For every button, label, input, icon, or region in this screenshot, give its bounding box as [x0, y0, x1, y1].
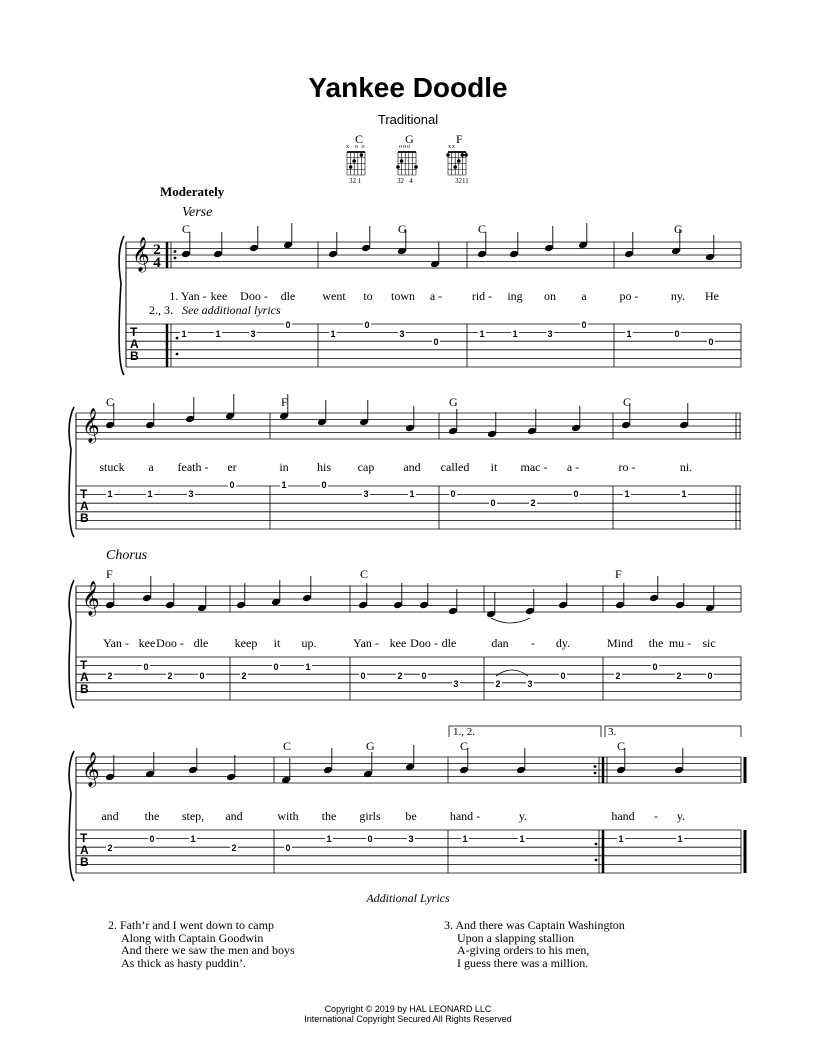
tab-fret-number: 2	[530, 498, 536, 508]
lyric-syllable: ni.	[679, 460, 693, 474]
lyric-syllable: a	[581, 289, 587, 303]
tab-fret-number: 3	[188, 489, 194, 499]
verse-2-line: Along with Captain Goodwin	[121, 930, 264, 945]
tab-fret-number: 0	[143, 662, 149, 672]
chord-name: F	[281, 395, 288, 409]
tab-clef-letter: B	[80, 682, 89, 696]
lyric-syllable: po -	[619, 289, 639, 303]
chord-diagram-f-marks: xx	[448, 144, 456, 150]
chord-diagram-g-dot	[400, 159, 404, 163]
tab-fret-number: 3	[363, 489, 369, 499]
tab-fret-number: 1	[330, 329, 336, 339]
lyric-syllable: step,	[181, 809, 205, 823]
tab-clef-letter: T	[80, 658, 88, 672]
lyric-syllable: mu -	[668, 636, 692, 650]
tab-fret-number: 0	[652, 662, 658, 672]
tab-fret-number: 0	[273, 662, 279, 672]
tab-fret-number: 1	[462, 834, 468, 844]
tab-fret-number: 1	[190, 834, 196, 844]
tab-fret-number: 1	[626, 329, 632, 339]
chord-name: C	[460, 739, 469, 753]
lyric-syllable: -	[531, 636, 535, 650]
tab-fret-number: 1	[512, 329, 518, 339]
first-ending-bracket	[449, 726, 601, 737]
chord-diagram-f-dot	[457, 159, 461, 163]
lyric-syllable: the	[648, 636, 664, 650]
lyric-syllable: be	[405, 809, 417, 823]
lyric-syllable: Yan -	[353, 636, 379, 650]
lyric-syllable: and	[101, 809, 119, 823]
tab-clef-letter: B	[80, 511, 89, 525]
tab-fret-number: 0	[490, 498, 496, 508]
chord-diagram-g-marks: ooo	[399, 144, 411, 150]
lyric-syllable: a -	[566, 460, 580, 474]
time-signature-bottom: 4	[153, 255, 161, 271]
tab-fret-number: 2	[231, 843, 237, 853]
lyric-syllable: Mind	[606, 636, 634, 650]
lyric-syllable: stuck	[99, 460, 125, 474]
tab-fret-number: 1	[519, 834, 525, 844]
tab-fret-number: 1	[281, 480, 287, 490]
lyric-syllable: in	[279, 460, 289, 474]
tab-fret-number: 1	[181, 329, 187, 339]
lyric-syllable: dle	[441, 636, 457, 650]
tab-fret-number: 0	[421, 671, 427, 681]
tab-fret-number: 2	[676, 671, 682, 681]
treble-clef-icon: 𝄞	[82, 408, 100, 443]
lyric-syllable: rid -	[471, 289, 493, 303]
chord-diagram-f-fingering: 3211	[455, 177, 469, 185]
verse-label: Verse	[182, 205, 213, 220]
tab-fret-number: 1	[215, 329, 221, 339]
lyric-syllable: kee	[138, 636, 156, 650]
lyric-syllable: dan	[491, 636, 509, 650]
lyric-syllable: it	[490, 460, 498, 474]
tab-clef-letter: A	[80, 670, 89, 684]
system-bracket	[119, 236, 124, 375]
tab-clef-letter: A	[130, 337, 139, 351]
lyric-syllable: Yan -	[103, 636, 129, 650]
chord-diagram-c-dot	[352, 159, 356, 163]
lyric-syllable: and	[403, 460, 421, 474]
lyric-syllable: girls	[359, 809, 381, 823]
repeat-dot	[176, 337, 179, 340]
chord-name: G	[366, 739, 375, 753]
lyric-syllable: sic	[702, 636, 716, 650]
third-ending-bracket	[605, 726, 741, 737]
tab-tie	[496, 670, 528, 676]
lyric-syllable: Doo -	[240, 289, 268, 303]
additional-lyrics-title: Additional Lyrics	[366, 891, 450, 905]
lyric-syllable: y.	[518, 809, 528, 823]
tab-fret-number: 1	[677, 834, 683, 844]
tab-fret-number: 1	[624, 489, 630, 499]
tab-fret-number: 2	[241, 671, 247, 681]
tab-fret-number: 3	[527, 679, 533, 689]
chord-diagram-g-dot	[396, 165, 400, 169]
lyric-syllable: it	[273, 636, 281, 650]
lyric-syllable: feath -	[177, 460, 209, 474]
chord-name: C	[617, 739, 626, 753]
lyric-syllable: Doo -	[410, 636, 438, 650]
tab-clef-letter: B	[130, 349, 139, 363]
lyric-syllable: the	[144, 809, 160, 823]
tab-fret-number: 1	[618, 834, 624, 844]
tab-fret-number: 1	[409, 489, 415, 499]
tab-fret-number: 2	[615, 671, 621, 681]
repeat-dot	[174, 257, 177, 260]
repeat-dot	[176, 353, 179, 356]
tab-fret-number: 1	[681, 489, 687, 499]
chord-diagram-g-fingering: 32 4	[397, 177, 413, 185]
tab-fret-number: 0	[560, 671, 566, 681]
verse-3-line: A-giving orders to his men,	[457, 943, 590, 957]
see-additional-lyrics: See additional lyrics	[182, 303, 281, 317]
verse-2-line: And there we saw the men and boys	[121, 943, 295, 957]
lyric-syllable: with	[277, 809, 299, 823]
repeat-dot	[174, 250, 177, 253]
verse-2-line: As thick as hasty puddin’.	[121, 955, 246, 970]
tab-fret-number: 1	[305, 662, 311, 672]
tab-fret-number: 0	[367, 834, 373, 844]
lyric-syllable: kee	[389, 636, 407, 650]
chord-diagram-c-marks: x o o	[346, 144, 366, 150]
lyric-syllable: mac -	[520, 460, 548, 474]
lyric-syllable: He	[705, 289, 719, 303]
chord-name: G	[674, 222, 683, 236]
lyric-syllable: cap	[357, 460, 375, 474]
lyric-syllable: ing	[507, 289, 523, 303]
lyric-syllable: hand -	[449, 809, 481, 823]
system-bracket	[69, 407, 74, 537]
song-title: Yankee Doodle	[308, 72, 508, 103]
lyric-syllable: his	[316, 460, 332, 474]
tab-fret-number: 1	[479, 329, 485, 339]
copyright-line: Copyright © 2019 by HAL LEONARD LLC	[324, 1004, 492, 1014]
lyric-syllable: Doo -	[156, 636, 184, 650]
tab-fret-number: 0	[433, 337, 439, 347]
chord-diagram-g-name: G	[405, 132, 414, 146]
tab-fret-number: 0	[285, 843, 291, 853]
tab-fret-number: 0	[149, 834, 155, 844]
chord-name: F	[106, 567, 113, 581]
verse-3-line: Upon a slapping stallion	[457, 930, 574, 945]
tab-clef-letter: T	[80, 487, 88, 501]
lyric-syllable: town	[391, 289, 415, 303]
lyric-syllable: dle	[193, 636, 209, 650]
chord-diagram-f-dot	[464, 153, 468, 157]
lyric-syllable: er	[227, 460, 237, 474]
tab-fret-number: 2	[107, 843, 113, 853]
tab-fret-number: 1	[147, 489, 153, 499]
slur	[491, 618, 530, 623]
chord-diagram-c-dot	[360, 153, 364, 157]
tab-fret-number: 0	[707, 671, 713, 681]
tab-fret-number: 2	[495, 679, 501, 689]
chord-diagram-f-dot	[446, 153, 450, 157]
lyric-syllable: the	[321, 809, 337, 823]
system-bracket	[69, 751, 74, 881]
chord-name: F	[615, 567, 622, 581]
repeat-dot	[594, 772, 597, 775]
tab-fret-number: 1	[107, 489, 113, 499]
tab-fret-number: 0	[285, 320, 291, 330]
verse-3-line: I guess there was a million.	[457, 955, 589, 970]
tab-fret-number: 0	[199, 671, 205, 681]
tab-fret-number: 0	[364, 320, 370, 330]
tab-clef-letter: A	[80, 499, 89, 513]
time-signature-top: 2	[153, 242, 161, 258]
lyric-syllable: dy.	[555, 636, 571, 650]
lyric-syllable: to	[363, 289, 373, 303]
lyric-syllable: ny.	[670, 289, 686, 303]
chord-name: G	[449, 395, 458, 409]
tab-clef-letter: A	[80, 843, 89, 857]
lyric-syllable: kee	[210, 289, 228, 303]
chord-diagram-f-dot	[453, 165, 457, 169]
lyric-syllable: -	[654, 809, 658, 823]
chord-name: C	[283, 739, 292, 753]
tab-fret-number: 3	[408, 834, 414, 844]
lyric-syllable: 1. Yan -	[169, 289, 207, 303]
verse-2-3-label: 2., 3.	[149, 303, 173, 317]
tab-fret-number: 0	[581, 320, 587, 330]
tab-fret-number: 0	[229, 480, 235, 490]
treble-clef-icon: 𝄞	[82, 752, 100, 787]
first-ending-label: 1., 2.	[453, 726, 475, 738]
lyric-syllable: called	[440, 460, 470, 474]
verse-2-line: 2. Fath’r and I went down to camp	[108, 918, 274, 932]
chord-diagram-c-dot	[349, 165, 353, 169]
lyric-syllable: hand	[611, 809, 635, 823]
tab-fret-number: 0	[708, 337, 714, 347]
tab-fret-number: 0	[674, 329, 680, 339]
chord-name: C	[360, 567, 369, 581]
chord-name: C	[182, 222, 191, 236]
repeat-dot	[594, 765, 597, 768]
chord-diagram-c-fingering: 32 1	[349, 177, 362, 185]
tab-fret-number: 0	[321, 480, 327, 490]
treble-clef-icon: 𝄞	[82, 581, 100, 616]
lyric-syllable: a -	[429, 289, 443, 303]
copyright-line: International Copyright Secured All Rights Reserved	[304, 1014, 512, 1024]
lyric-syllable: keep	[234, 636, 258, 650]
system-bracket	[69, 580, 74, 708]
chord-diagram-c-name: C	[355, 132, 364, 146]
chord-name: C	[106, 395, 115, 409]
chord-name: C	[623, 395, 632, 409]
composer: Traditional	[377, 112, 439, 127]
tempo-marking: Moderately	[160, 184, 225, 199]
tab-fret-number: 2	[167, 671, 173, 681]
lyric-syllable: went	[322, 289, 346, 303]
lyric-syllable: y.	[676, 809, 686, 823]
tab-fret-number: 3	[250, 329, 256, 339]
tab-fret-number: 2	[397, 671, 403, 681]
chord-diagram-f-name: F	[456, 132, 463, 146]
tab-clef-letter: T	[130, 325, 138, 339]
repeat-dot	[595, 859, 598, 862]
tab-fret-number: 2	[107, 671, 113, 681]
tab-clef-letter: T	[80, 831, 88, 845]
lyric-syllable: dle	[280, 289, 296, 303]
tab-fret-number: 0	[360, 671, 366, 681]
chord-name: G	[398, 222, 407, 236]
lyric-syllable: a	[148, 460, 154, 474]
repeat-dot	[595, 843, 598, 846]
chord-name: C	[478, 222, 487, 236]
tab-fret-number: 3	[399, 329, 405, 339]
tab-fret-number: 0	[450, 489, 456, 499]
tab-clef-letter: B	[80, 855, 89, 869]
tab-fret-number: 1	[326, 834, 332, 844]
tab-fret-number: 3	[453, 679, 459, 689]
chord-diagram-g-dot	[414, 165, 418, 169]
tab-fret-number: 3	[547, 329, 553, 339]
lyric-syllable: on	[544, 289, 556, 303]
treble-clef-icon: 𝄞	[132, 237, 150, 272]
third-ending-label: 3.	[608, 726, 617, 738]
lyric-syllable: up.	[301, 636, 317, 650]
tab-fret-number: 0	[573, 489, 579, 499]
verse-3-line: 3. And there was Captain Washington	[444, 918, 625, 932]
chord-diagram-f-dot	[461, 153, 465, 157]
lyric-syllable: and	[225, 809, 243, 823]
chorus-label: Chorus	[106, 548, 148, 563]
lyric-syllable: ro -	[618, 460, 636, 474]
